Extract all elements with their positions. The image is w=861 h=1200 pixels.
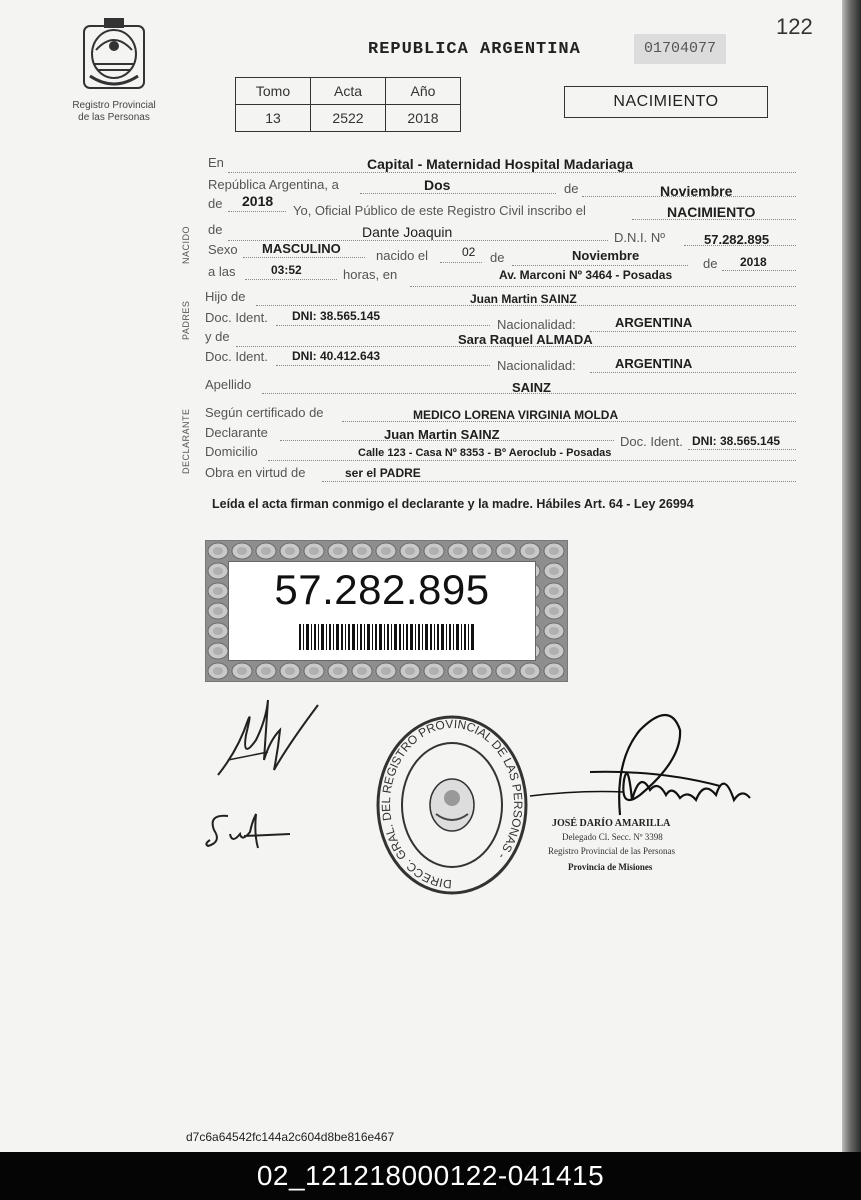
label-nac-father: Nacionalidad: xyxy=(497,317,576,332)
dotted-line xyxy=(410,286,796,287)
dotted-line xyxy=(276,325,490,326)
field-child-name: Dante Joaquin xyxy=(362,224,453,240)
field-mother-doc: DNI: 40.412.643 xyxy=(292,349,381,363)
logo-caption-line2: de las Personas xyxy=(78,112,150,123)
dni-number: 57.282.895 xyxy=(274,566,490,613)
document-hash: d7c6a64542fc144a2c604d8be816e467 xyxy=(186,1130,395,1144)
label-sexo: Sexo xyxy=(208,242,238,257)
label-apellido: Apellido xyxy=(205,377,252,392)
field-father-name: Juan Martin SAINZ xyxy=(470,292,577,306)
field-mother-name: Sara Raquel ALMADA xyxy=(458,332,593,347)
dotted-line xyxy=(268,460,796,461)
dotted-line xyxy=(590,331,796,332)
dotted-line xyxy=(722,270,796,271)
label-nac-mother: Nacionalidad: xyxy=(497,358,576,373)
field-birth-month: Noviembre xyxy=(572,248,640,263)
field-mother-nat: ARGENTINA xyxy=(615,356,693,371)
dotted-line xyxy=(276,365,490,366)
barcode xyxy=(299,624,475,650)
label-alas: a las xyxy=(208,264,236,279)
dotted-line xyxy=(688,449,796,450)
table-cell-acta: 2522 xyxy=(311,105,386,132)
dotted-line xyxy=(243,257,365,258)
field-sex: MASCULINO xyxy=(262,241,341,256)
field-place: Capital - Maternidad Hospital Madariaga xyxy=(367,156,634,172)
field-declarant-doc: DNI: 38.565.145 xyxy=(692,434,781,448)
label-hijo: Hijo de xyxy=(205,289,246,304)
label-doc-father: Doc. Ident. xyxy=(205,310,268,325)
table-cell-tomo: 13 xyxy=(236,105,311,132)
record-type-box: NACIMIENTO xyxy=(564,86,768,118)
label-republica: República Argentina, a xyxy=(208,177,339,192)
label-de-month: de xyxy=(490,250,505,265)
signature-mother xyxy=(200,804,300,864)
dotted-line xyxy=(360,193,556,194)
field-child-dni: 57.282.895 xyxy=(704,232,770,247)
scan-id-footer: 02_121218000122-041415 xyxy=(0,1152,861,1200)
table-cell-anio: 2018 xyxy=(386,105,461,132)
book-spine-edge xyxy=(842,0,861,1152)
field-birth-day: 02 xyxy=(462,245,476,259)
field-certifier: MEDICO LORENA VIRGINIA MOLDA xyxy=(413,408,619,422)
signature-declarant xyxy=(208,690,328,790)
logo-caption-line1: Registro Provincial xyxy=(72,100,156,111)
field-domicile: Calle 123 - Casa Nº 8353 - Bº Aeroclub - Posadas xyxy=(358,447,612,459)
field-surname: SAINZ xyxy=(512,380,551,395)
field-month: Noviembre xyxy=(660,183,733,199)
official-stamp xyxy=(372,710,532,900)
signing-notice: Leída el acta firman conmigo el declarante y la madre. Hábiles Art. 64 - Ley 26994 xyxy=(212,497,694,511)
label-nacido: nacido el xyxy=(376,248,429,263)
field-birth-year: 2018 xyxy=(740,255,767,269)
signature-official xyxy=(520,700,760,830)
label-de-year: de xyxy=(208,196,223,211)
logo-caption xyxy=(58,100,170,124)
official-name: JOSÉ DARÍO AMARILLA xyxy=(552,818,671,829)
label-oficial: Yo, Oficial Público de este Registro Civil inscribo el xyxy=(293,203,586,218)
field-declarant: Juan Martin SAINZ xyxy=(384,427,500,442)
label-declarante: Declarante xyxy=(205,425,268,440)
registry-table xyxy=(235,77,461,132)
field-father-nat: ARGENTINA xyxy=(615,315,693,330)
label-horas: horas, en xyxy=(343,267,398,282)
dotted-line xyxy=(440,262,482,263)
dotted-line xyxy=(245,279,337,280)
label-de-name: de xyxy=(208,222,223,237)
field-event: NACIMIENTO xyxy=(667,204,756,220)
label-domicilio: Domicilio xyxy=(205,444,258,459)
label-certificado: Según certificado de xyxy=(205,405,324,420)
field-day-words: Dos xyxy=(424,177,451,193)
field-obra-reason: ser el PADRE xyxy=(345,466,421,480)
dotted-line xyxy=(590,372,796,373)
label-dni: D.N.I. Nº xyxy=(614,230,665,245)
label-de-byear: de xyxy=(703,256,718,271)
side-label-padres: PADRES xyxy=(181,300,191,340)
dotted-line xyxy=(228,211,286,212)
field-birth-address: Av. Marconi Nº 3464 - Posadas xyxy=(499,268,673,282)
serial-number: 01704077 xyxy=(634,34,726,64)
table-header-tomo: Tomo xyxy=(236,78,311,105)
dotted-line xyxy=(322,481,796,482)
label-doc-mother: Doc. Ident. xyxy=(205,349,268,364)
official-title: Delegado Cl. Secc. Nº 3398 xyxy=(562,832,663,842)
country-title: REPUBLICA ARGENTINA xyxy=(368,40,581,59)
label-doc-declarant: Doc. Ident. xyxy=(620,434,683,449)
dni-sticker xyxy=(205,540,568,682)
side-label-declarante: DECLARANTE xyxy=(181,408,191,474)
label-en: En xyxy=(208,155,224,170)
dni-number-panel xyxy=(228,561,536,661)
provincial-seal-logo xyxy=(78,16,150,98)
page-number: 122 xyxy=(776,14,813,39)
side-label-nacido: NACIDO xyxy=(181,225,191,264)
table-header-acta: Acta xyxy=(311,78,386,105)
dotted-line xyxy=(512,265,688,266)
field-birth-time: 03:52 xyxy=(271,263,302,277)
stamp-ring-text: DIRECC. GRAL. DEL REGISTRO PROVINCIAL DE LAS PERSONAS - xyxy=(378,716,526,892)
official-province: Provincia de Misiones xyxy=(568,862,653,872)
label-de: de xyxy=(564,181,579,196)
field-father-doc: DNI: 38.565.145 xyxy=(292,309,381,323)
field-year: 2018 xyxy=(242,193,274,209)
table-header-anio: Año xyxy=(386,78,461,105)
official-registry: Registro Provincial de las Personas xyxy=(548,846,675,856)
label-yde: y de xyxy=(205,329,230,344)
label-obra: Obra en virtud de xyxy=(205,465,306,480)
dotted-line xyxy=(228,172,796,173)
